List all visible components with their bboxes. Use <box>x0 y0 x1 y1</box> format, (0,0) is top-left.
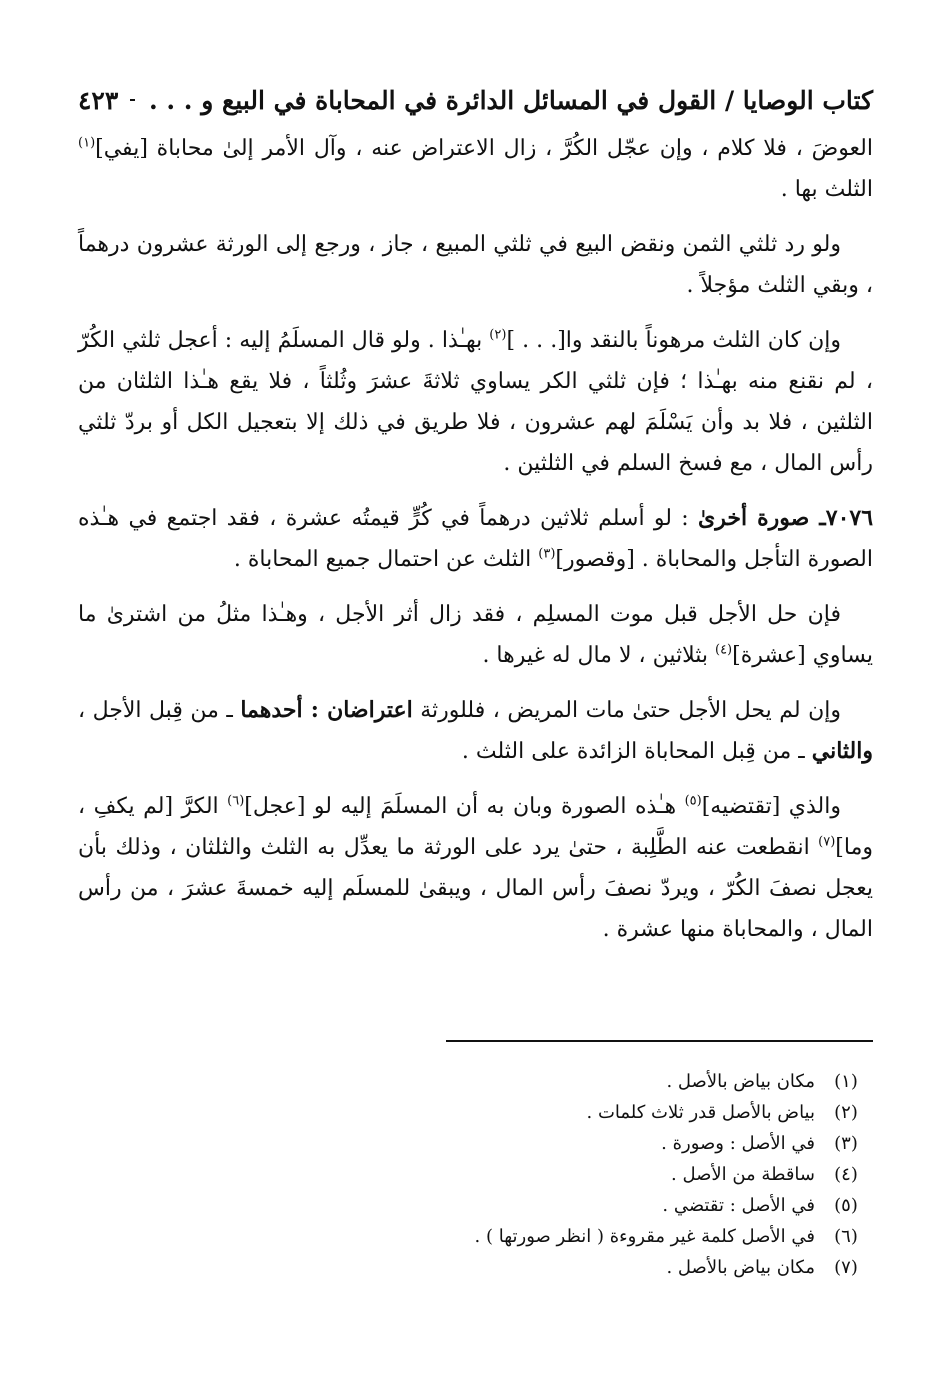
footnote-item <box>77 1066 877 1097</box>
footnote-ref: (٣) <box>538 546 556 562</box>
text-run: العوضَ ، فلا كلام ، وإن عجّل الكُرَّ ، زال الاعتراض عنه ، وآل الأمر إلىٰ محاباة [يفي] <box>95 136 873 161</box>
bold-text: اعتراضان : أحدهما <box>240 697 413 723</box>
text-run: الكرَّ [لم يكفِ ، وما] <box>78 794 873 860</box>
paragraph <box>78 786 873 950</box>
paragraph <box>78 128 873 210</box>
footnote-item <box>77 1159 877 1190</box>
footnote-ref: (٥) <box>684 793 702 809</box>
footnote-number: (٣) <box>834 1133 858 1154</box>
footnote-item <box>77 1221 877 1252</box>
footnote-item <box>77 1097 877 1128</box>
bold-text: ٧٠٧٦ـ صورة أخرىٰ <box>698 505 874 531</box>
text-run: : لو أسلم ثلاثين درهماً في كُرٍّ قيمتُه عشرة ، فقد اجتمع في هـٰذه الصورة التأجل والمحاباة . [وقصور] <box>78 506 873 572</box>
footnote-separator <box>446 1040 873 1042</box>
footnote-ref: (٦) <box>227 793 245 809</box>
footnote-number: (٧) <box>834 1257 858 1278</box>
footnote-text: بياض بالأصل قدر ثلاث كلمات . <box>586 1102 815 1123</box>
text-run: والذي [تقتضيه] <box>701 794 841 819</box>
paragraph <box>78 594 873 676</box>
text-run: الثلث بها . <box>780 177 873 202</box>
text-run: الثلث عن احتمال جميع المحاباة . <box>233 547 539 572</box>
text-run: انقطعت عنه الطَّلِبة ، حتىٰ يرد على الورثة ما يعدِّل به الثلث والثلثان ، وذلك بأن يعجل نصفَ الكُرّ ، ويردّ نصفَ رأس المال ، ويبقىٰ للمسلَم إليه خمسةَ عشرَ ، من رأس المال ، والمحاباة منها عشرة . <box>78 835 873 942</box>
paragraph <box>78 690 873 772</box>
text-run: بهـٰذا . ولو قال المسلَمُ إليه : أعجل ثلثي الكُرّ ، لم نقنع منه بهـٰذا ؛ فإن ثلثي الكر يساوي ثلاثةَ عشرَ وثُلثاً ، فلا يقع هـٰذا الثلثان من الثلثين ، فلا بد وأن يَسْلَمَ لهم عشرون ، فلا طريق في ذلك إلا بتعجيل الكل أو بردّ ثلثي رأس المال ، مع فسخ السلم في الثلثين . <box>78 328 873 476</box>
footnote-number: (٥) <box>834 1195 858 1216</box>
footnote-number: (٦) <box>834 1226 858 1247</box>
footnote-number: (١) <box>834 1071 858 1092</box>
page-number: ٤٢٣ <box>78 85 119 115</box>
footnote-text: في الأصل : تقتضي . <box>662 1195 815 1216</box>
text-run: وإن كان الثلث مرهوناً بالنقد وا[. . . ] <box>506 328 842 353</box>
header-rule <box>130 99 135 101</box>
text-run: ـ من قِبل المحاباة الزائدة على الثلث . <box>461 739 812 764</box>
footnote-text: في الأصل : وصورة . <box>661 1133 815 1154</box>
footnote-text: في الأصل كلمة غير مقروءة ( انظر صورتها ) . <box>474 1226 815 1247</box>
footnote-item <box>77 1252 877 1283</box>
bold-text: والثاني <box>811 738 873 764</box>
footnote-item <box>77 1190 877 1221</box>
text-run: بثلاثين ، لا مال له غيرها . <box>482 643 715 668</box>
footnote-text: مكان بياض بالأصل . <box>666 1257 815 1278</box>
text-run: ولو رد ثلثي الثمن ونقض البيع في ثلثي المبيع ، جاز ، ورجع إلى الورثة عشرون درهماً ، وبقي الثلث مؤجلاً . <box>78 232 873 298</box>
footnote-ref: (٧) <box>818 834 836 850</box>
header-title: كتاب الوصايا / القول في المسائل الدائرة في المحاباة في البيع و . . . <box>148 85 873 115</box>
footnote-item <box>77 1128 877 1159</box>
footnotes <box>77 1066 877 1283</box>
text-run: فإن حل الأجل قبل موت المسلِم ، فقد زال أثر الأجل ، وهـٰذا مثلُ من اشترىٰ ما يساوي [عشرة] <box>78 602 873 668</box>
running-header <box>78 78 873 122</box>
footnote-ref: (٢) <box>489 327 507 343</box>
text-run: ـ من قِبل الأجل ، <box>78 698 241 723</box>
text-run: وإن لم يحل الأجل حتىٰ مات المريض ، فللورثة <box>412 698 841 723</box>
text-run: هـٰذه الصورة وبان به أن المسلَمَ إليه لو [عجل] <box>244 794 685 819</box>
footnote-ref: (١) <box>78 135 96 151</box>
main-text <box>78 128 873 964</box>
footnote-number: (٤) <box>834 1164 858 1185</box>
footnote-ref: (٤) <box>714 642 733 658</box>
footnote-number: (٢) <box>834 1102 858 1123</box>
paragraph <box>78 320 873 484</box>
paragraph <box>78 224 873 306</box>
paragraph <box>78 498 873 580</box>
footnote-text: مكان بياض بالأصل . <box>666 1071 815 1092</box>
footnote-text: ساقطة من الأصل . <box>671 1164 815 1185</box>
